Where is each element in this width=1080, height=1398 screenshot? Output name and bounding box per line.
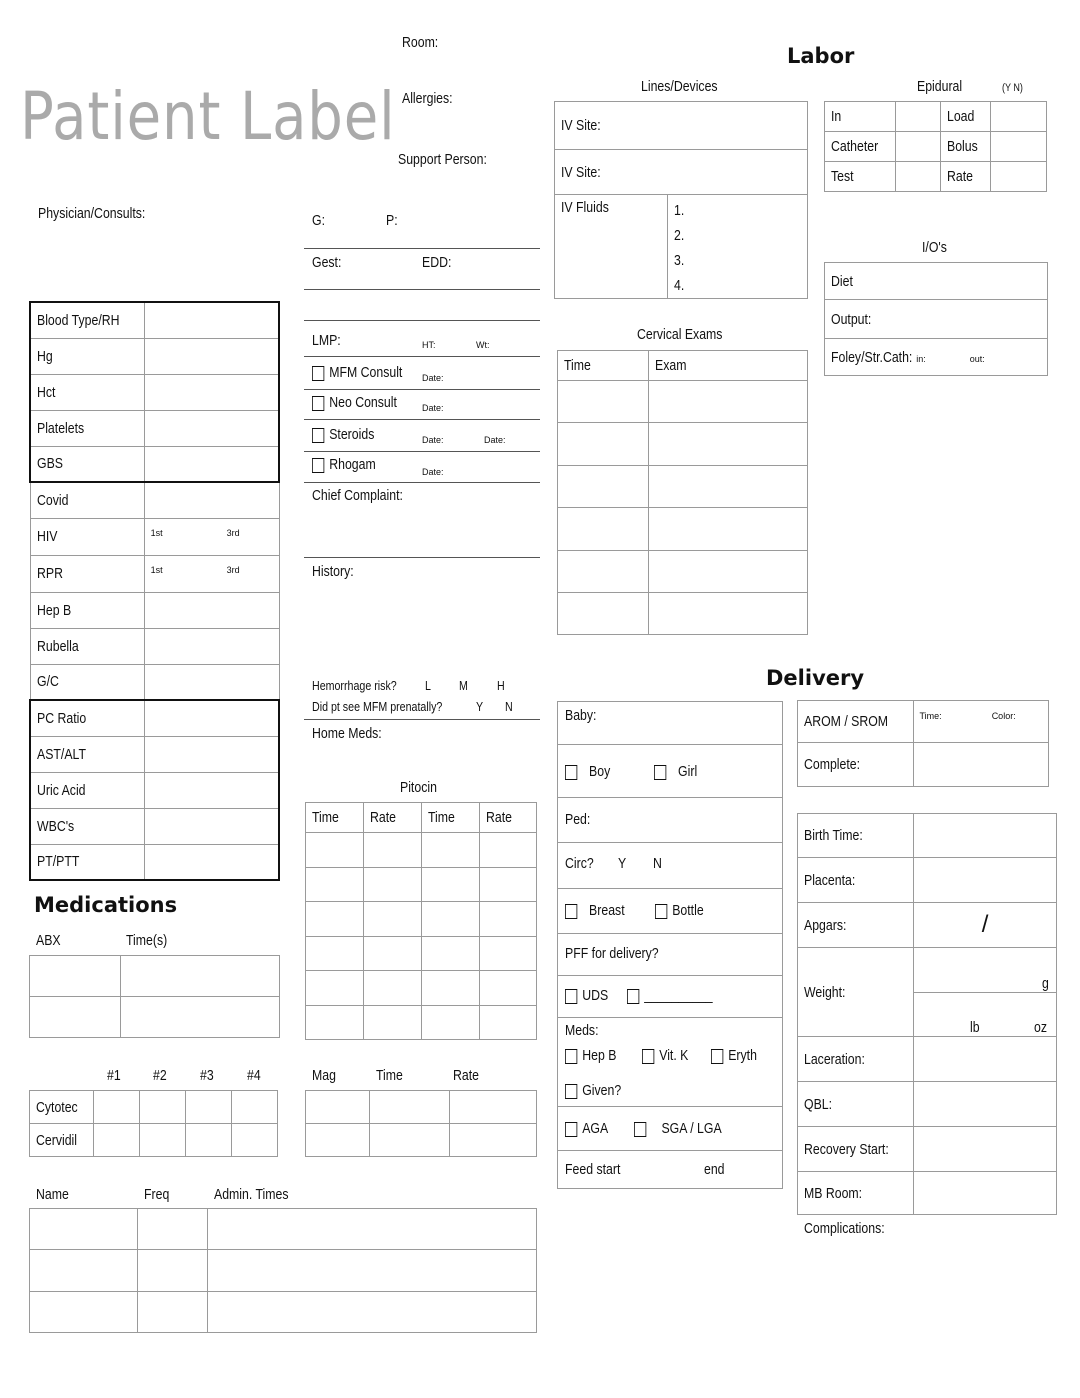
pff-label: PFF for delivery? xyxy=(565,945,659,962)
admin-times-header: Admin. Times xyxy=(214,1186,289,1203)
birth-table xyxy=(797,813,1057,1215)
lab-value[interactable] xyxy=(144,338,279,374)
pitocin-cell[interactable] xyxy=(306,868,364,902)
col-1: #1 xyxy=(107,1067,121,1084)
epi-cell[interactable] xyxy=(895,162,940,192)
uds-checkbox[interactable] xyxy=(565,989,577,1004)
date-label: Date: xyxy=(422,373,444,383)
lab-label: PC Ratio xyxy=(37,709,87,727)
lab-label: Blood Type/RH xyxy=(37,311,120,329)
exam-cell[interactable] xyxy=(649,381,808,423)
recovery-start-cell[interactable] xyxy=(914,1127,1057,1172)
circ-no: N xyxy=(653,855,662,872)
neo-consult-checkbox[interactable] xyxy=(312,396,324,411)
mag-rate-header: Rate xyxy=(453,1067,479,1084)
col-4: #4 xyxy=(247,1067,261,1084)
mag-table xyxy=(305,1090,537,1157)
mag-cell[interactable] xyxy=(450,1091,537,1124)
mb-room-cell[interactable] xyxy=(914,1172,1057,1215)
room-label: Room: xyxy=(402,34,439,51)
pitocin-cell[interactable] xyxy=(364,937,422,971)
arom-table xyxy=(797,700,1049,787)
mag-cell[interactable] xyxy=(370,1124,450,1157)
output-label: Output: xyxy=(831,310,872,328)
med-admin-cell[interactable] xyxy=(208,1209,537,1250)
epi-cell[interactable] xyxy=(991,102,1047,132)
mag-cell[interactable] xyxy=(306,1124,370,1157)
third-trimester: 3rd xyxy=(226,527,240,538)
pitocin-cell[interactable] xyxy=(306,971,364,1006)
lab-label: Platelets xyxy=(37,419,85,437)
med-freq-cell[interactable] xyxy=(138,1292,208,1333)
pitocin-cell[interactable] xyxy=(480,833,537,868)
foley-in: in: xyxy=(916,353,926,364)
epi-cell[interactable] xyxy=(991,132,1047,162)
pitocin-cell[interactable] xyxy=(306,1006,364,1040)
boy-checkbox[interactable] xyxy=(565,765,577,780)
p-label: P: xyxy=(386,212,398,229)
epidural-title: Epidural xyxy=(917,78,963,95)
circ-label: Circ? xyxy=(565,855,594,872)
ht-label: HT: xyxy=(422,340,436,350)
foley-label: Foley/Str.Cath: xyxy=(831,348,913,366)
labor-title: Labor xyxy=(787,44,855,68)
lab-value[interactable] xyxy=(144,518,279,555)
steroids-row xyxy=(312,426,374,443)
eryth-checkbox[interactable] xyxy=(711,1049,723,1064)
laceration-label: Laceration: xyxy=(804,1050,865,1068)
edd-label: EDD: xyxy=(422,254,452,271)
date-label: Date: xyxy=(422,467,444,477)
abx-table xyxy=(29,955,280,1038)
times-label: Time(s) xyxy=(126,932,168,949)
steroids-text: Steroids xyxy=(329,426,375,443)
weight-g-cell[interactable] xyxy=(914,948,1057,993)
mag-cell[interactable] xyxy=(306,1091,370,1124)
given-row xyxy=(565,1082,621,1099)
vitk-row xyxy=(642,1047,688,1064)
exam-cell[interactable] xyxy=(649,551,808,593)
epi-label: Catheter xyxy=(831,138,879,155)
pitocin-cell[interactable] xyxy=(364,971,422,1006)
lab-value[interactable] xyxy=(144,302,279,338)
physician-label: Physician/Consults: xyxy=(38,205,146,222)
eryth-row xyxy=(711,1047,757,1064)
lab-value[interactable] xyxy=(144,374,279,410)
col-3: #3 xyxy=(200,1067,214,1084)
lab-value[interactable] xyxy=(144,555,279,592)
dose-cell[interactable] xyxy=(186,1091,232,1124)
eryth-text: Eryth xyxy=(728,1047,757,1064)
vitk-text: Vit. K xyxy=(659,1047,689,1064)
other-checkbox[interactable] xyxy=(627,989,639,1004)
lab-label: Uric Acid xyxy=(37,781,86,799)
placenta-cell[interactable] xyxy=(914,858,1057,903)
lab-label: Hep B xyxy=(36,601,71,619)
date-label: Date: xyxy=(484,435,506,445)
feed-start-label: Feed start xyxy=(565,1161,621,1178)
epi-label: Test xyxy=(831,168,854,185)
rhogam-text: Rhogam xyxy=(329,456,376,473)
pitocin-cell[interactable] xyxy=(422,937,480,971)
lab-label: GBS xyxy=(37,455,63,473)
pitocin-cell[interactable] xyxy=(480,868,537,902)
third-trimester: 3rd xyxy=(226,564,240,575)
cytotec-label: Cytotec xyxy=(36,1098,78,1116)
breast-checkbox[interactable] xyxy=(565,904,577,919)
mfm-consult-text: MFM Consult xyxy=(329,364,403,381)
abx-time-cell[interactable] xyxy=(121,956,280,997)
hemorrhage-risk-label: Hemorrhage risk? xyxy=(312,678,397,693)
exam-cell[interactable] xyxy=(558,466,649,508)
med-admin-cell[interactable] xyxy=(208,1250,537,1292)
diet-label: Diet xyxy=(831,272,853,290)
other-row xyxy=(627,987,713,1004)
date-label: Date: xyxy=(422,403,444,413)
lab-label: Hct xyxy=(37,383,56,401)
lab-value[interactable] xyxy=(144,844,279,880)
sga-checkbox[interactable] xyxy=(634,1122,646,1137)
weight-lb-cell[interactable] xyxy=(914,993,1057,1037)
exam-cell[interactable] xyxy=(649,423,808,466)
breast-text: Breast xyxy=(589,902,625,919)
med-admin-cell[interactable] xyxy=(208,1292,537,1333)
first-trimester: 1st xyxy=(150,527,163,538)
epi-label: Bolus xyxy=(946,138,978,155)
lines-devices-title: Lines/Devices xyxy=(641,78,718,95)
io-title: I/O's xyxy=(922,239,947,256)
hem-l: L xyxy=(425,678,431,693)
epi-cell[interactable] xyxy=(895,132,940,162)
boy-row xyxy=(565,763,610,780)
qbl-cell[interactable] xyxy=(914,1082,1057,1127)
epi-cell[interactable] xyxy=(991,162,1047,192)
lab-value[interactable] xyxy=(144,446,279,482)
epi-label: Load xyxy=(946,108,974,125)
lab-value[interactable] xyxy=(144,482,279,518)
girl-checkbox[interactable] xyxy=(654,765,666,780)
neo-consult-row xyxy=(312,394,397,411)
pitocin-cell[interactable] xyxy=(306,937,364,971)
vitk-checkbox[interactable] xyxy=(642,1049,654,1064)
time-header: Time xyxy=(564,357,591,374)
iv-site-label: IV Site: xyxy=(561,163,601,181)
meds-label: Meds: xyxy=(565,1022,599,1039)
neo-consult-text: Neo Consult xyxy=(329,394,397,411)
sga-row xyxy=(634,1120,722,1137)
other-blank: __________ xyxy=(644,987,713,1004)
uds-text: UDS xyxy=(582,987,609,1004)
fluid-1: 1. xyxy=(674,202,685,219)
labs-table xyxy=(29,301,280,881)
date-label: Date: xyxy=(422,435,444,445)
chief-complaint-label: Chief Complaint: xyxy=(312,487,403,504)
pitocin-cell[interactable] xyxy=(422,868,480,902)
boy-text: Boy xyxy=(589,763,611,780)
lab-value[interactable] xyxy=(144,736,279,772)
exam-cell[interactable] xyxy=(649,508,808,551)
col-2: #2 xyxy=(153,1067,167,1084)
ped-label: Ped: xyxy=(565,811,591,828)
home-meds-label: Home Meds: xyxy=(312,725,382,742)
cervidil-label: Cervidil xyxy=(36,1131,78,1149)
fluid-2: 2. xyxy=(674,227,685,244)
steroids-checkbox[interactable] xyxy=(312,428,324,443)
pitocin-cell[interactable] xyxy=(422,902,480,937)
lab-value[interactable] xyxy=(144,700,279,736)
exam-cell[interactable] xyxy=(649,593,808,635)
mag-cell[interactable] xyxy=(370,1091,450,1124)
lab-label: AST/ALT xyxy=(37,745,86,763)
exam-cell[interactable] xyxy=(558,551,649,593)
hepb-text: Hep B xyxy=(582,1047,617,1064)
arom-cell[interactable] xyxy=(913,701,1048,743)
dose-cell[interactable] xyxy=(140,1124,186,1157)
apgars-label: Apgars: xyxy=(804,916,847,934)
dose-cell[interactable] xyxy=(186,1124,232,1157)
med-name-cell[interactable] xyxy=(30,1209,138,1250)
pitocin-cell[interactable] xyxy=(480,971,537,1006)
girl-text: Girl xyxy=(678,763,698,780)
fluid-3: 3. xyxy=(674,252,685,269)
pitocin-cell[interactable] xyxy=(480,937,537,971)
mb-room-label: MB Room: xyxy=(804,1184,863,1202)
bottle-checkbox[interactable] xyxy=(655,904,667,919)
complete-label: Complete: xyxy=(804,756,861,773)
ripening-table xyxy=(29,1090,278,1157)
rate-header: Rate xyxy=(370,809,396,826)
feed-end-label: end xyxy=(704,1161,725,1178)
abx-cell[interactable] xyxy=(30,997,121,1038)
hem-m: M xyxy=(459,678,468,693)
med-name-cell[interactable] xyxy=(30,1250,138,1292)
apgars-slash: / xyxy=(981,911,989,938)
pitocin-cell[interactable] xyxy=(422,971,480,1006)
freq-header: Freq xyxy=(144,1186,170,1203)
arom-label: AROM / SROM xyxy=(804,713,889,730)
pitocin-cell[interactable] xyxy=(364,1006,422,1040)
lab-value[interactable] xyxy=(144,410,279,446)
weight-label: Weight: xyxy=(804,983,846,1001)
med-freq-cell[interactable] xyxy=(138,1209,208,1250)
pitocin-cell[interactable] xyxy=(364,868,422,902)
dose-cell[interactable] xyxy=(232,1091,278,1124)
rhogam-checkbox[interactable] xyxy=(312,458,324,473)
epidural-table xyxy=(824,101,1047,192)
aga-row xyxy=(565,1120,608,1137)
lab-value[interactable] xyxy=(144,664,279,700)
pitocin-cell[interactable] xyxy=(364,833,422,868)
aga-text: AGA xyxy=(582,1120,609,1137)
lab-value[interactable] xyxy=(144,808,279,844)
lab-label: Hg xyxy=(37,347,53,365)
mfm-yes: Y xyxy=(476,699,484,714)
g-label: G: xyxy=(312,212,325,229)
complications-label: Complications: xyxy=(804,1220,885,1237)
birth-time-label: Birth Time: xyxy=(804,827,863,844)
epidural-yn: (Y N) xyxy=(1002,82,1023,94)
epi-cell[interactable] xyxy=(895,102,940,132)
dose-cell[interactable] xyxy=(232,1124,278,1157)
pitocin-cell[interactable] xyxy=(480,902,537,937)
time-header: Time xyxy=(428,809,455,826)
lines-table xyxy=(554,101,808,299)
gest-label: Gest: xyxy=(312,254,342,271)
dose-cell[interactable] xyxy=(94,1124,140,1157)
history-label: History: xyxy=(312,563,354,580)
lab-label: WBC's xyxy=(37,817,75,835)
patient-label: Patient Label xyxy=(20,78,396,155)
lab-label: Rubella xyxy=(36,637,79,655)
circ-yes: Y xyxy=(618,855,627,872)
lab-label: PT/PTT xyxy=(37,853,80,871)
mfm-consult-row xyxy=(312,364,402,381)
pitocin-cell[interactable] xyxy=(306,902,364,937)
qbl-label: QBL: xyxy=(804,1095,833,1113)
abx-time-cell[interactable] xyxy=(121,997,280,1038)
med-name-cell[interactable] xyxy=(30,1292,138,1333)
iv-fluids-label: IV Fluids xyxy=(561,199,609,216)
fluid-4: 4. xyxy=(674,277,685,294)
delivery-title: Delivery xyxy=(766,666,865,690)
bottle-row xyxy=(655,902,704,919)
name-header: Name xyxy=(36,1186,69,1203)
cervical-exams-title: Cervical Exams xyxy=(637,326,723,343)
given-checkbox[interactable] xyxy=(565,1084,577,1099)
pitocin-title: Pitocin xyxy=(400,779,437,796)
pitocin-cell[interactable] xyxy=(306,833,364,868)
mag-label: Mag xyxy=(312,1067,336,1084)
iv-site-label: IV Site: xyxy=(561,117,601,134)
lab-label: Covid xyxy=(36,491,68,509)
allergies-label: Allergies: xyxy=(402,90,453,107)
medications-title: Medications xyxy=(34,893,178,917)
mfm-prenatal-label: Did pt see MFM prenatally? xyxy=(312,699,443,714)
med-freq-cell[interactable] xyxy=(138,1250,208,1292)
recovery-start-label: Recovery Start: xyxy=(804,1140,889,1158)
bottle-text: Bottle xyxy=(672,902,704,919)
time-header: Time xyxy=(312,809,339,826)
exam-header: Exam xyxy=(655,357,687,374)
abx-label: ABX xyxy=(36,932,61,949)
exam-cell[interactable] xyxy=(649,466,808,508)
wt-label: Wt: xyxy=(476,340,490,350)
baby-label: Baby: xyxy=(565,707,597,724)
lab-label: HIV xyxy=(36,528,58,545)
abx-cell[interactable] xyxy=(30,956,121,997)
exam-cell[interactable] xyxy=(558,593,649,635)
lab-value[interactable] xyxy=(144,628,279,664)
complete-cell[interactable] xyxy=(913,743,1048,787)
med-list-table xyxy=(29,1208,537,1333)
hepb-row xyxy=(565,1047,616,1064)
dose-cell[interactable] xyxy=(94,1091,140,1124)
placenta-label: Placenta: xyxy=(804,871,856,889)
lab-value[interactable] xyxy=(144,592,279,628)
apgars-cell[interactable] xyxy=(914,903,1057,948)
lab-label: G/C xyxy=(36,673,59,691)
rate-header: Rate xyxy=(486,809,512,826)
hem-h: H xyxy=(497,678,505,693)
exam-cell[interactable] xyxy=(558,381,649,423)
pitocin-table xyxy=(305,802,537,1040)
hepb-checkbox[interactable] xyxy=(565,1049,577,1064)
arom-time: Time: xyxy=(919,711,942,721)
dose-cell[interactable] xyxy=(140,1091,186,1124)
mfm-consult-checkbox[interactable] xyxy=(312,366,324,381)
pitocin-cell[interactable] xyxy=(422,833,480,868)
pitocin-cell[interactable] xyxy=(422,1006,480,1040)
sga-text: SGA / LGA xyxy=(661,1120,722,1137)
aga-checkbox[interactable] xyxy=(565,1122,577,1137)
lab-label: RPR xyxy=(36,565,63,582)
support-person-label: Support Person: xyxy=(398,151,487,168)
given-text: Given? xyxy=(582,1082,622,1099)
lab-value[interactable] xyxy=(144,772,279,808)
weight-lb: lb xyxy=(970,1019,980,1036)
first-trimester: 1st xyxy=(150,564,163,575)
pitocin-cell[interactable] xyxy=(480,1006,537,1040)
laceration-cell[interactable] xyxy=(914,1037,1057,1082)
foley-out: out: xyxy=(969,353,985,364)
cervical-table xyxy=(557,350,808,635)
uds-row xyxy=(565,987,608,1004)
exam-cell[interactable] xyxy=(558,423,649,466)
arom-color: Color: xyxy=(991,711,1016,721)
mag-time-header: Time xyxy=(376,1067,403,1084)
epi-label: Rate xyxy=(946,168,973,185)
weight-g: g xyxy=(1041,975,1049,992)
mfm-no: N xyxy=(505,699,513,714)
lmp-label: LMP: xyxy=(312,332,341,349)
exam-cell[interactable] xyxy=(558,508,649,551)
pitocin-cell[interactable] xyxy=(364,902,422,937)
birth-time-cell[interactable] xyxy=(914,814,1057,858)
rhogam-row xyxy=(312,456,376,473)
girl-row xyxy=(654,763,697,780)
breast-row xyxy=(565,902,625,919)
epi-label: In xyxy=(831,108,842,125)
mag-cell[interactable] xyxy=(450,1124,537,1157)
weight-oz: oz xyxy=(1034,1019,1048,1036)
io-table xyxy=(824,262,1048,376)
